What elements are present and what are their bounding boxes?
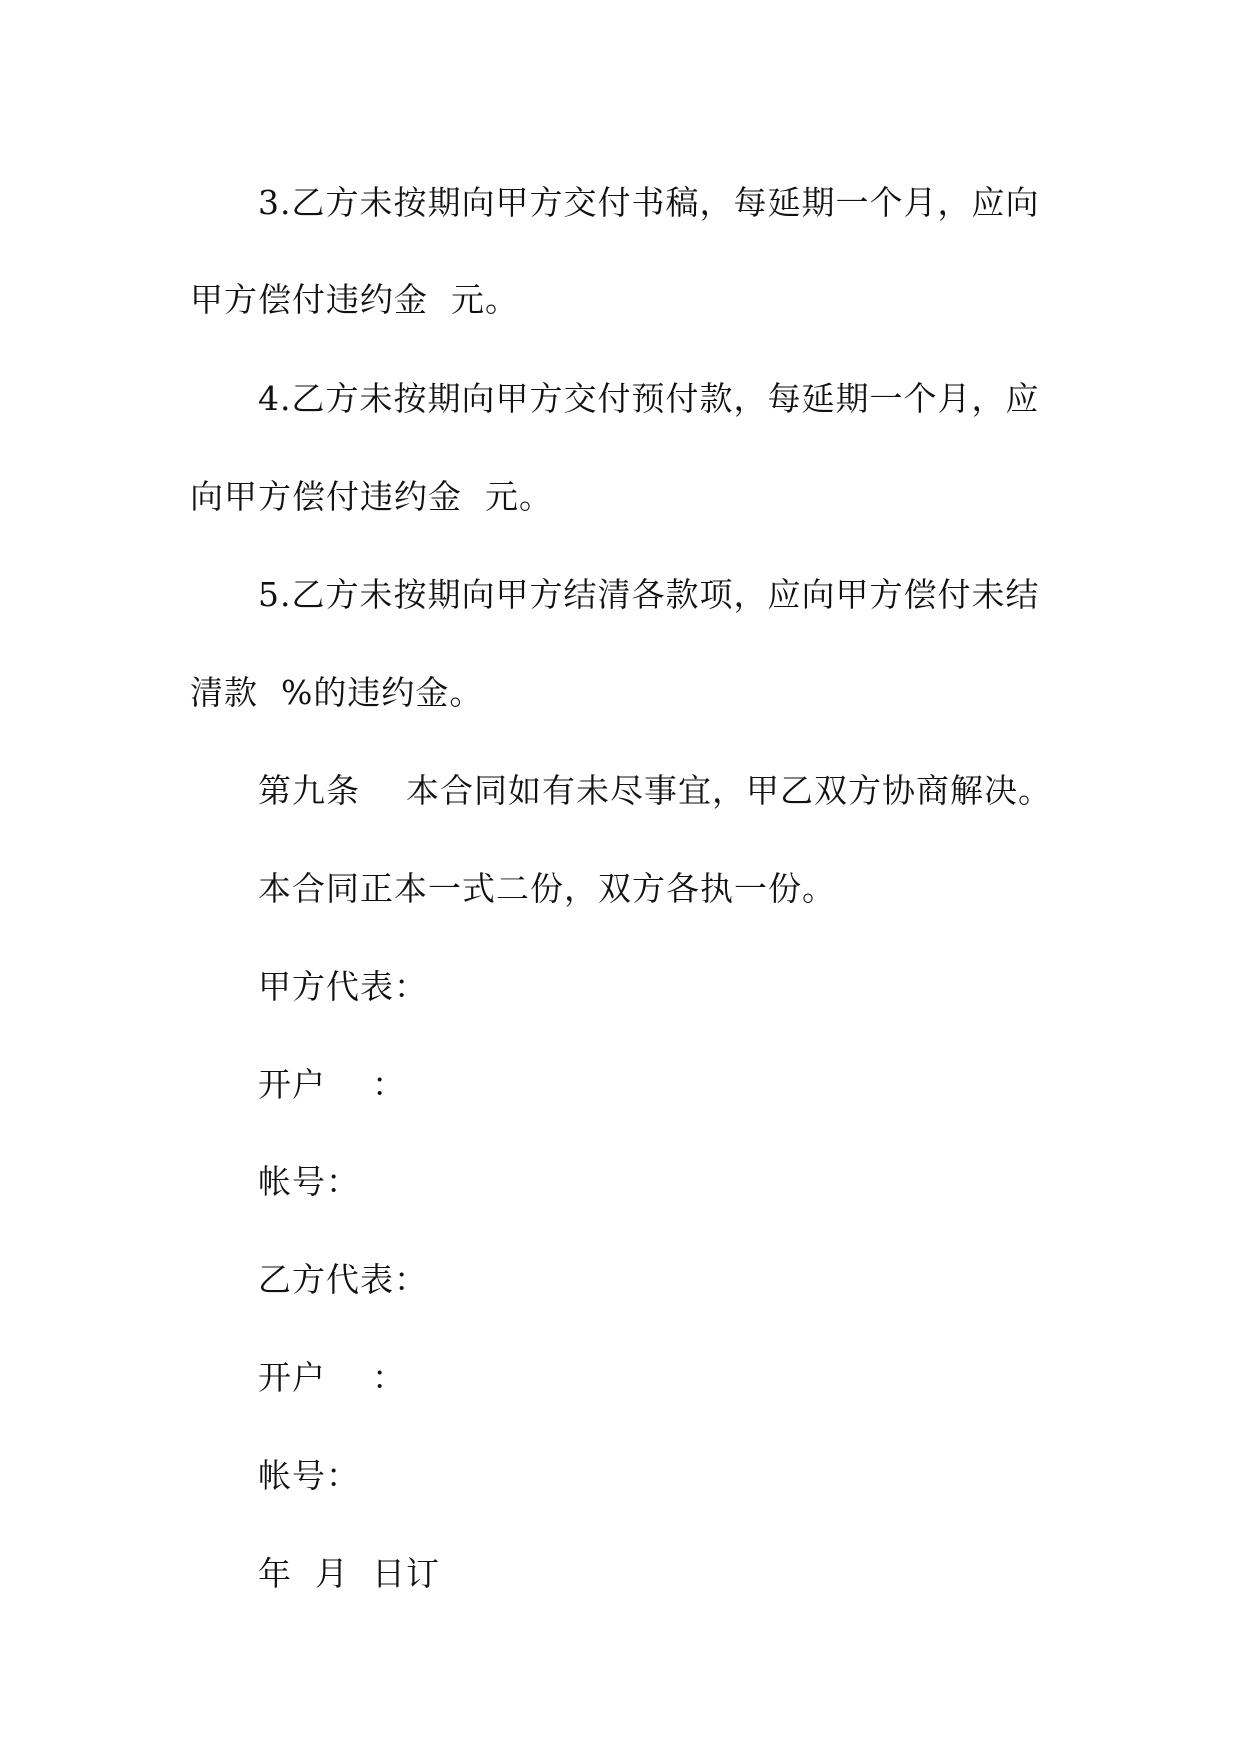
party-a-account: 帐号： bbox=[258, 1162, 360, 1201]
clause-8-item-4-line-2: 向甲方偿付违约金 元。 bbox=[190, 477, 553, 516]
clause-8-item-3-line-2: 甲方偿付违约金 元。 bbox=[190, 280, 519, 319]
party-b-bank: 开户 ： bbox=[258, 1358, 406, 1397]
copies-statement: 本合同正本一式二份，双方各执一份。 bbox=[258, 869, 836, 908]
party-a-bank: 开户 ： bbox=[258, 1065, 406, 1104]
signing-date: 年 月 日订 bbox=[258, 1554, 440, 1593]
clause-9: 第九条 本合同如有未尽事宜，甲乙双方协商解决。 bbox=[258, 771, 1052, 810]
clause-8-item-5-line-2: 清款 %的违约金。 bbox=[190, 673, 484, 712]
party-a-representative: 甲方代表： bbox=[258, 967, 428, 1006]
clause-8-item-4-line-1: 4.乙方未按期向甲方交付预付款，每延期一个月，应 bbox=[258, 379, 1040, 418]
clause-8-item-5-line-1: 5.乙方未按期向甲方结清各款项，应向甲方偿付未结 bbox=[258, 575, 1040, 614]
party-b-account: 帐号： bbox=[258, 1456, 360, 1495]
clause-8-item-3-line-1: 3.乙方未按期向甲方交付书稿，每延期一个月，应向 bbox=[258, 183, 1040, 222]
party-b-representative: 乙方代表： bbox=[258, 1260, 428, 1299]
